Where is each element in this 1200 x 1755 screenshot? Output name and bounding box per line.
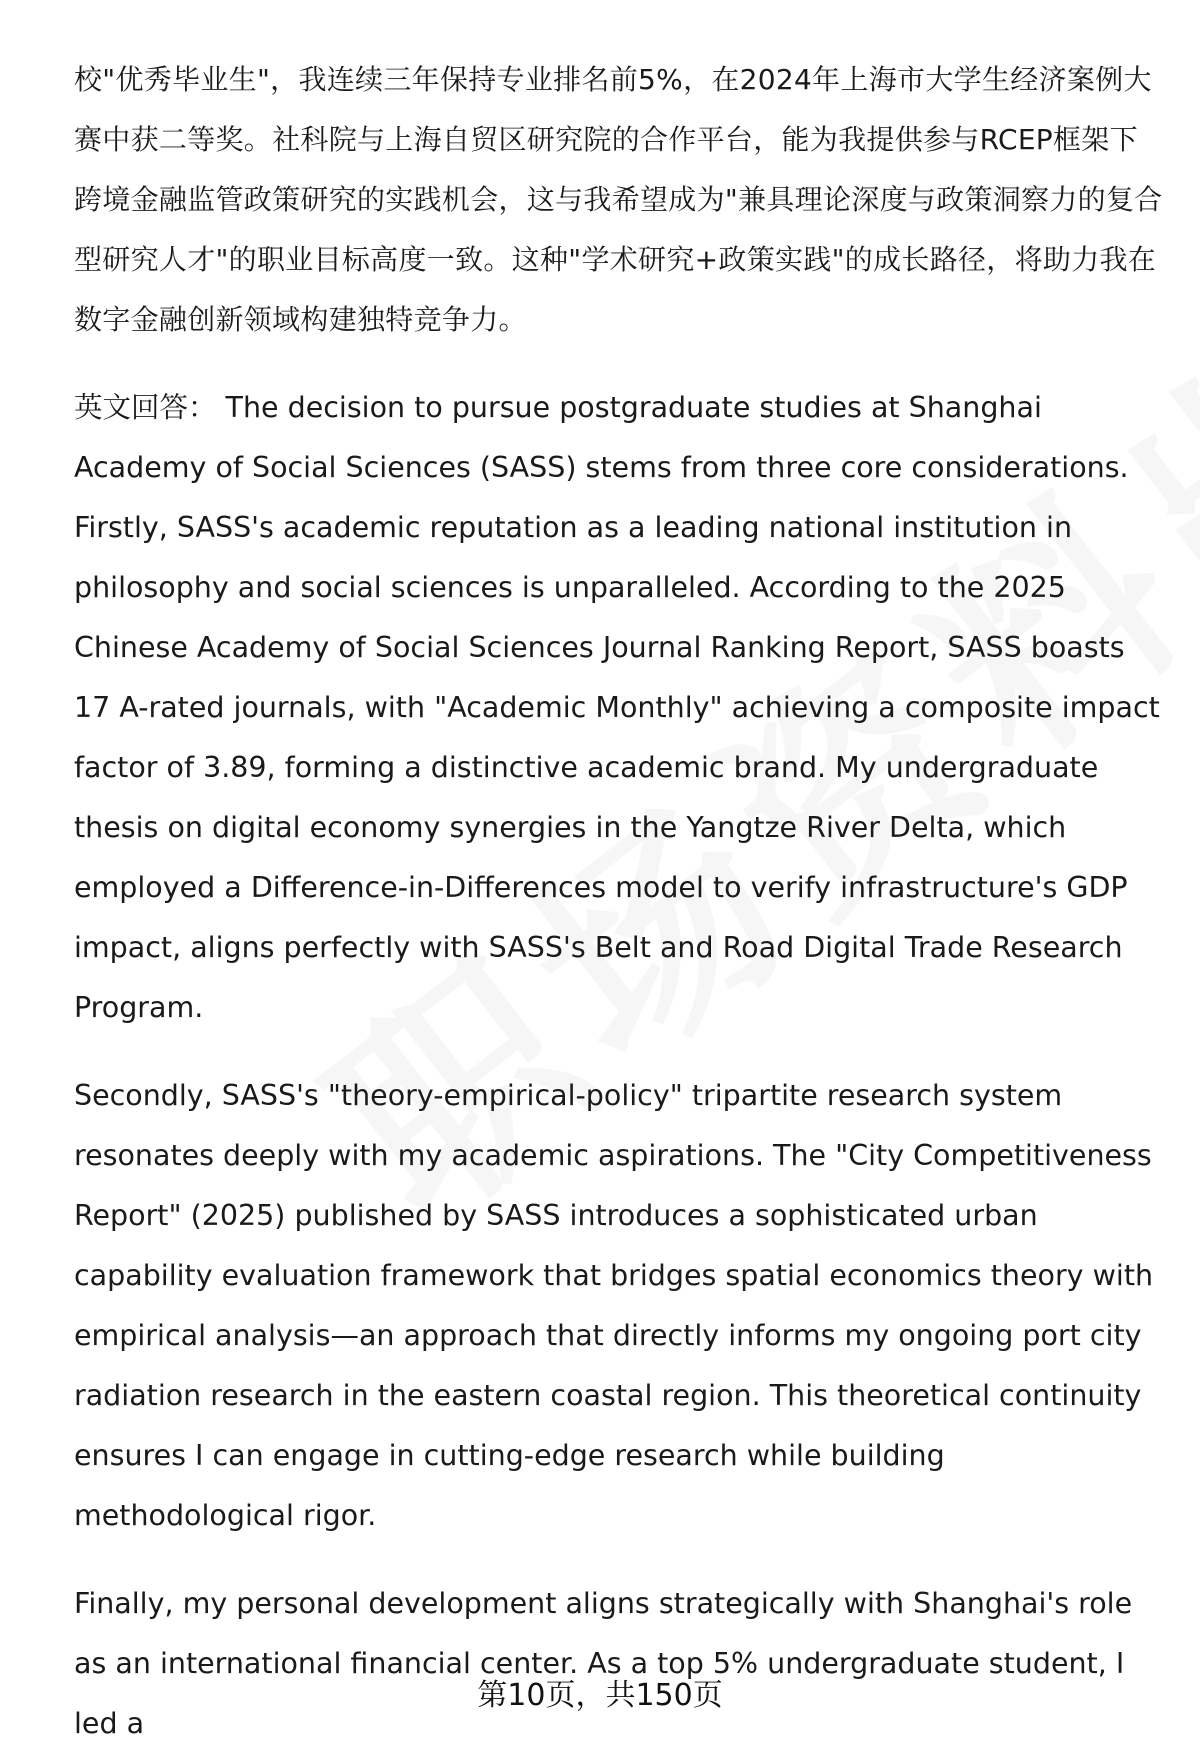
paragraph-english-finally: Finally, my personal development aligns strategically with Shanghai's role as an international financial center. As a top 5% undergraduate student, I led a — [74, 1587, 1133, 1740]
paragraph-chinese-answer-continuation: 校"优秀毕业生"，我连续三年保持专业排名前5%，在2024年上海市大学生经济案例大赛中获二等奖。社科院与上海自贸区研究院的合作平台，能为我提供参与RCEP框架下跨境金融监管政策研究的实践机会，这与我希望成为"兼具理论深度与政策洞察力的复合型研究人才"的职业目标高度一致。这种"学术研究+政策实践"的成长路径，将助力我在数字金融创新领域构建独特竞争力。 — [74, 63, 1163, 336]
paragraph-english-secondly: Secondly, SASS's "theory-empirical-policy" tripartite research system resonates deeply with my academic aspirations. The "City Competitiveness Report" (2025) published by SASS introduces a sophisticated urban capability evaluation framework that bridges spatial economics theory with empirical analysis—an approach that directly informs my ongoing port city radiation research in the eastern coastal region. This theoretical continuity ensures I can engage in cutting-edge research while building methodological rigor. — [74, 1079, 1154, 1532]
document-body — [74, 50, 1164, 1754]
paragraph-english-answer-intro: 英文回答： The decision to pursue postgraduate studies at Shanghai Academy of Social Sciences (SASS) stems from three core considerations. Firstly, SASS's academic reputation as a leading national institution in philosophy and social sciences is unparalleled. According to the 2025 Chinese Academy of Social Sciences Journal Ranking Report, SASS boasts 17 A-rated journals, with "Academic Monthly" achieving a composite impact factor of 3.89, forming a distinctive academic brand. My undergraduate thesis on digital economy synergies in the Yangtze River Delta, which employed a Difference-in-Differences model to verify infrastructure's GDP impact, aligns perfectly with SASS's Belt and Road Digital Trade Research Program. — [74, 391, 1160, 1024]
page-number-footer: 第10页，共150页 — [477, 1678, 723, 1713]
